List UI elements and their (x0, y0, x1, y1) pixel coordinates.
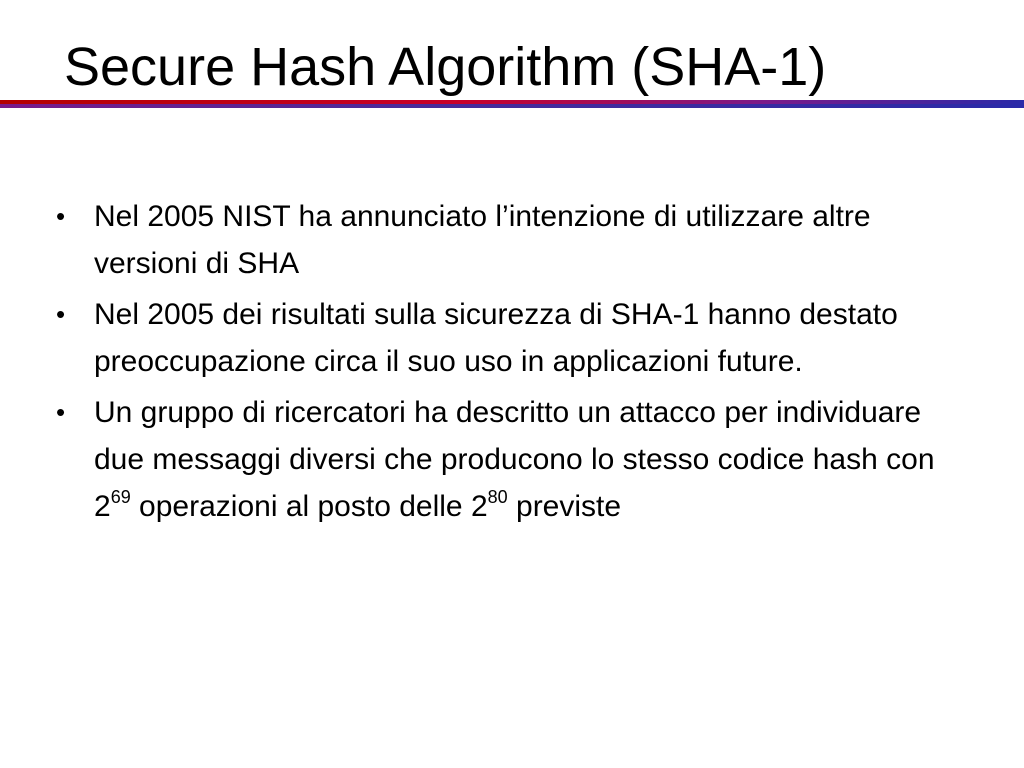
bullet-text: Nel 2005 dei risultati sulla sicurezza di SHA-1 hanno destato preoccupazione circa il suo uso in applicazioni future. (94, 298, 898, 378)
bullet-icon: • (56, 397, 66, 427)
bullet-text: Nel 2005 NIST ha annunciato l’intenzione di utilizzare altre versioni di SHA (94, 200, 871, 280)
bullet-text-part: Un gruppo di ricercatori ha descritto un attacco per individuare due messaggi diversi che producono lo stesso codice hash con 2 (94, 396, 935, 523)
exponent: 69 (110, 487, 131, 507)
bullet-icon: • (56, 299, 66, 329)
bullet-text-part: operazioni al posto delle 2 (130, 490, 488, 523)
title-divider (0, 100, 1024, 109)
title-divider-blue-line (0, 104, 1024, 108)
bullet-item (56, 389, 976, 530)
bullet-text-part: previste (507, 490, 622, 523)
bullet-item (56, 193, 976, 287)
bullet-icon: • (56, 201, 66, 231)
exponent: 80 (487, 487, 508, 507)
bullet-list (56, 193, 976, 534)
bullet-item (56, 291, 976, 385)
slide-title: Secure Hash Algorithm (SHA-1) (64, 37, 827, 97)
